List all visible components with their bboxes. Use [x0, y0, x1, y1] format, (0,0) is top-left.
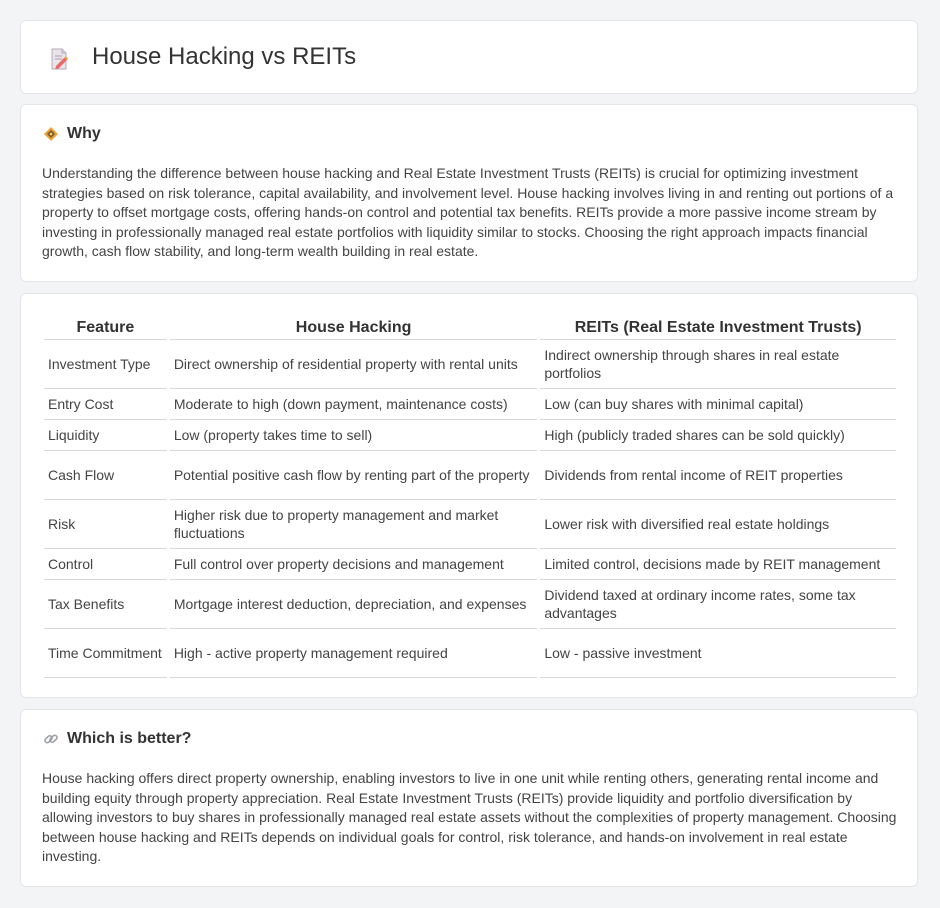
header-feature: Feature	[44, 316, 167, 340]
page-title: House Hacking vs REITs	[92, 43, 357, 70]
row-feature: Risk	[44, 500, 167, 549]
row-reits: Low - passive investment	[540, 629, 896, 678]
table-row	[44, 389, 896, 420]
better-heading: Which is better?	[67, 730, 192, 747]
which-is-better-section	[20, 709, 918, 887]
better-heading-row	[43, 730, 191, 748]
row-house-hacking: Potential positive cash flow by renting part of the property	[170, 451, 538, 500]
row-feature: Entry Cost	[44, 389, 167, 420]
table-row	[44, 451, 896, 500]
row-feature: Time Commitment	[44, 629, 167, 678]
row-reits: Limited control, decisions made by REIT management	[540, 549, 896, 580]
diamond-icon	[43, 126, 59, 142]
table-row	[44, 549, 896, 580]
row-reits: Indirect ownership through shares in real estate portfolios	[540, 340, 896, 389]
row-reits: Lower risk with diversified real estate holdings	[540, 500, 896, 549]
row-house-hacking: Direct ownership of residential property with rental units	[170, 340, 538, 389]
row-reits: Dividends from rental income of REIT properties	[540, 451, 896, 500]
row-reits: Low (can buy shares with minimal capital)	[540, 389, 896, 420]
why-heading-row	[43, 125, 101, 143]
why-heading: Why	[67, 125, 101, 142]
link-icon	[43, 731, 59, 747]
row-reits: Dividend taxed at ordinary income rates, some tax advantages	[540, 580, 896, 629]
why-section	[20, 104, 918, 282]
better-body: House hacking offers direct property ownership, enabling investors to live in one unit while renting others, generating rental income and building equity through property appreciation. Real Estate Investment Trusts (REITs) provide liquidity and portfolio diversification by allowing investors to buy shares in professionally managed real estate assets without the complexities of property management. Choosing between house hacking and REITs depends on individual goals for control, risk tolerance, and hands-on involvement in real estate investing.	[42, 770, 897, 865]
row-feature: Control	[44, 549, 167, 580]
why-body: Understanding the difference between house hacking and Real Estate Investment Trusts (REITs) is crucial for optimizing investment strategies based on risk tolerance, capital availability, and involvement level. House hacking involves living in and renting out portions of a property to offset mortgage costs, offering hands-on control and potential tax benefits. REITs provide a more passive income stream by investing in professionally managed real estate portfolios with liquidity similar to stocks. Choosing the right approach impacts financial growth, cash flow stability, and long-term wealth building in real estate.	[42, 165, 894, 260]
row-feature: Cash Flow	[44, 451, 167, 500]
row-feature: Investment Type	[44, 340, 167, 389]
comparison-section	[20, 293, 918, 698]
table-row	[44, 500, 896, 549]
row-house-hacking: Higher risk due to property management and market fluctuations	[170, 500, 538, 549]
row-feature: Liquidity	[44, 420, 167, 451]
row-house-hacking: Moderate to high (down payment, maintenance costs)	[170, 389, 538, 420]
row-house-hacking: Mortgage interest deduction, depreciation, and expenses	[170, 580, 538, 629]
document-pencil-icon	[47, 47, 71, 71]
row-house-hacking: Low (property takes time to sell)	[170, 420, 538, 451]
row-house-hacking: High - active property management required	[170, 629, 538, 678]
header-reits: REITs (Real Estate Investment Trusts)	[540, 316, 896, 340]
table-row	[44, 420, 896, 451]
row-feature: Tax Benefits	[44, 580, 167, 629]
table-row	[44, 580, 896, 629]
table-row	[44, 629, 896, 678]
table-row	[44, 340, 896, 389]
comparison-table	[41, 316, 899, 678]
row-house-hacking: Full control over property decisions and management	[170, 549, 538, 580]
header-house-hacking: House Hacking	[170, 316, 538, 340]
title-card	[20, 20, 918, 94]
row-reits: High (publicly traded shares can be sold quickly)	[540, 420, 896, 451]
table-header-row	[44, 316, 896, 340]
